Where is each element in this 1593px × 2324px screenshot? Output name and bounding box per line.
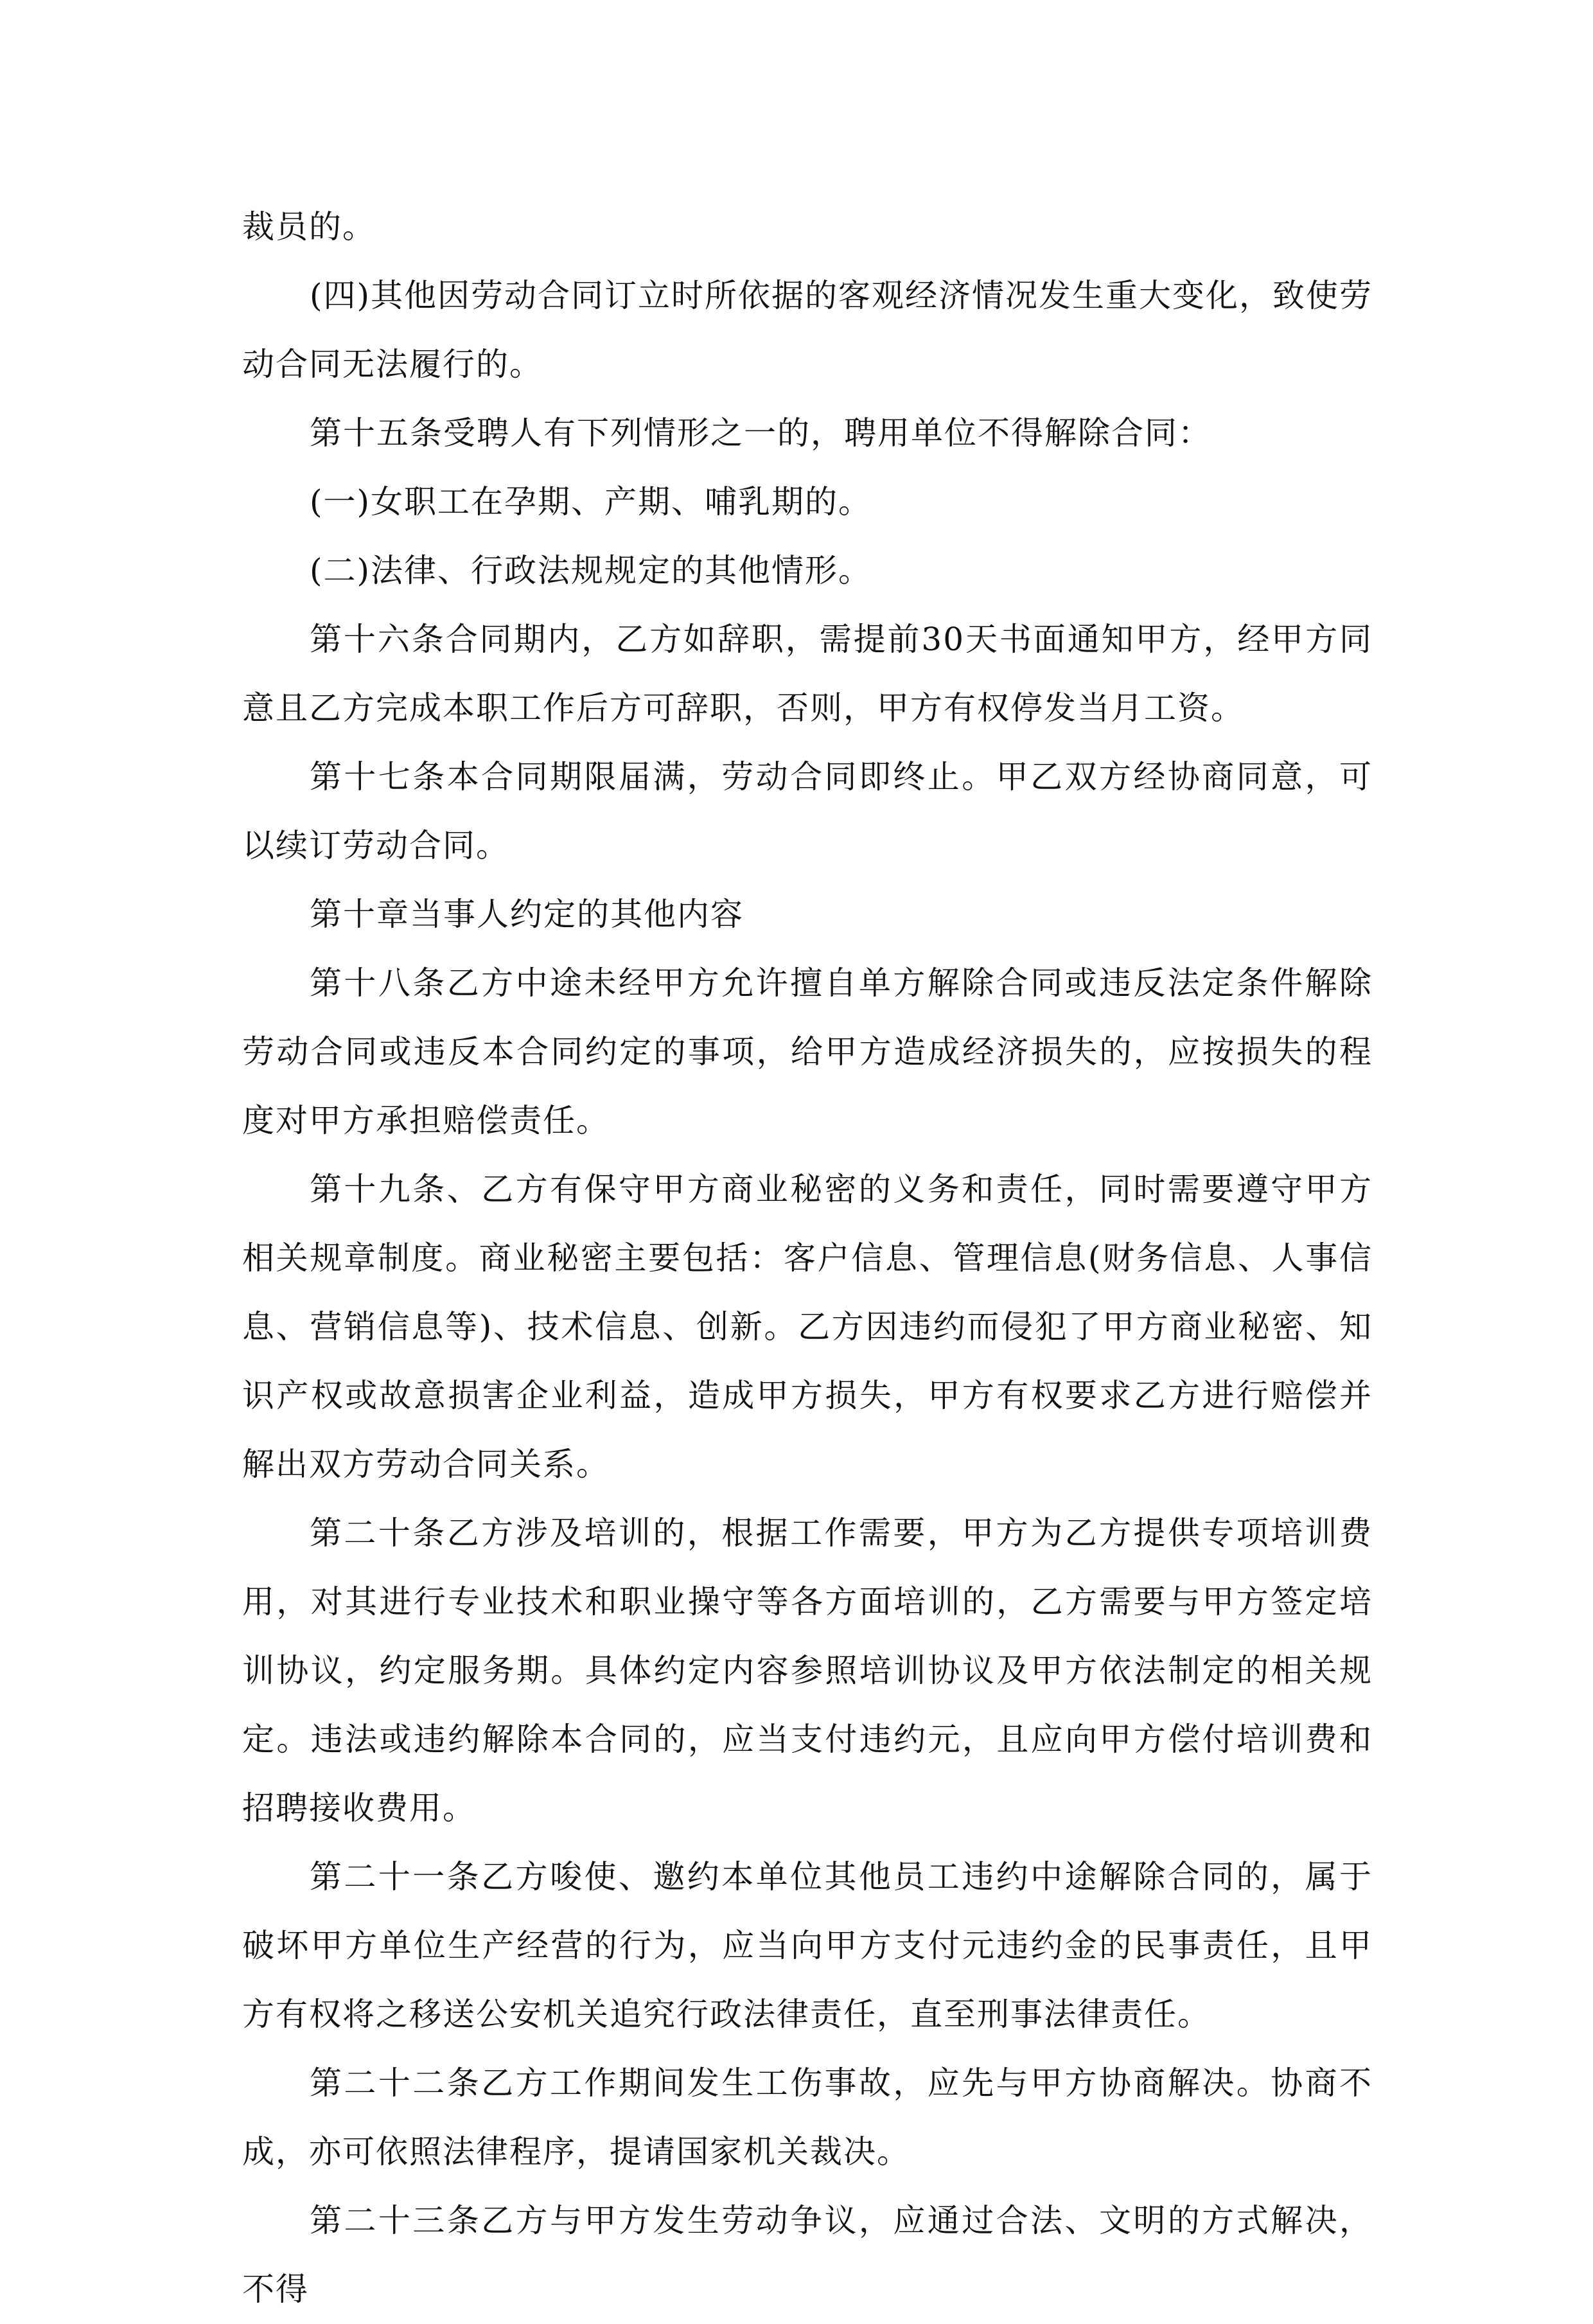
paragraph: 第二十三条乙方与甲方发生劳动争议，应通过合法、文明的方式解决，不得 [242, 2202, 1373, 2308]
paragraph: 第二十一条乙方唆使、邀约本单位其他员工违约中途解除合同的，属于破坏甲方单位生产经营的行为，应当向甲方支付元违约金的民事责任，且甲方有权将之移送公安机关追究行政法律责任，直至刑事法律责任。 [242, 1858, 1373, 2033]
paragraph: 第十八条乙方中途未经甲方允许擅自单方解除合同或违反法定条件解除劳动合同或违反本合同约定的事项，给甲方造成经济损失的，应按损失的程度对甲方承担赔偿责任。 [242, 964, 1373, 1139]
paragraph: 第二十条乙方涉及培训的，根据工作需要，甲方为乙方提供专项培训费用，对其进行专业技术和职业操守等各方面培训的，乙方需要与甲方签定培训协议，约定服务期。具体约定内容参照培训协议及甲方依法制定的相关规定。违法或违约解除本合同的，应当支付违约元，且应向甲方偿付培训费和招聘接收费用。 [242, 1514, 1373, 1827]
paragraph: (一)女职工在孕期、产期、哺乳期的。 [310, 483, 872, 520]
document-body [242, 193, 1373, 2324]
paragraph: (四)其他因劳动合同订立时所依据的客观经济情况发生重大变化，致使劳动合同无法履行的。 [242, 277, 1373, 383]
paragraph: 第二十二条乙方工作期间发生工伤事故，应先与甲方协商解决。协商不成，亦可依照法律程序，提请国家机关裁决。 [242, 2064, 1373, 2170]
paragraph: 第十五条受聘人有下列情形之一的，聘用单位不得解除合同： [310, 414, 1211, 452]
chapter-heading: 第十章当事人约定的其他内容 [310, 896, 744, 933]
paragraph: 裁员的。 [242, 208, 376, 245]
paragraph: 第十九条、乙方有保守甲方商业秘密的义务和责任，同时需要遵守甲方相关规章制度。商业秘密主要包括：客户信息、管理信息(财务信息、人事信息、营销信息等)、技术信息、创新。乙方因违约而侵犯了甲方商业秘密、知识产权或故意损害企业利益，造成甲方损失，甲方有权要求乙方进行赔偿并解出双方劳动合同关系。 [242, 1171, 1373, 1483]
paragraph: (二)法律、行政法规规定的其他情形。 [310, 552, 872, 589]
paragraph: 第十七条本合同期限届满，劳动合同即终止。甲乙双方经协商同意，可以续订劳动合同。 [242, 758, 1373, 864]
paragraph: 第十六条合同期内，乙方如辞职，需提前30天书面通知甲方，经甲方同意且乙方完成本职工作后方可辞职，否则，甲方有权停发当月工资。 [242, 621, 1373, 727]
